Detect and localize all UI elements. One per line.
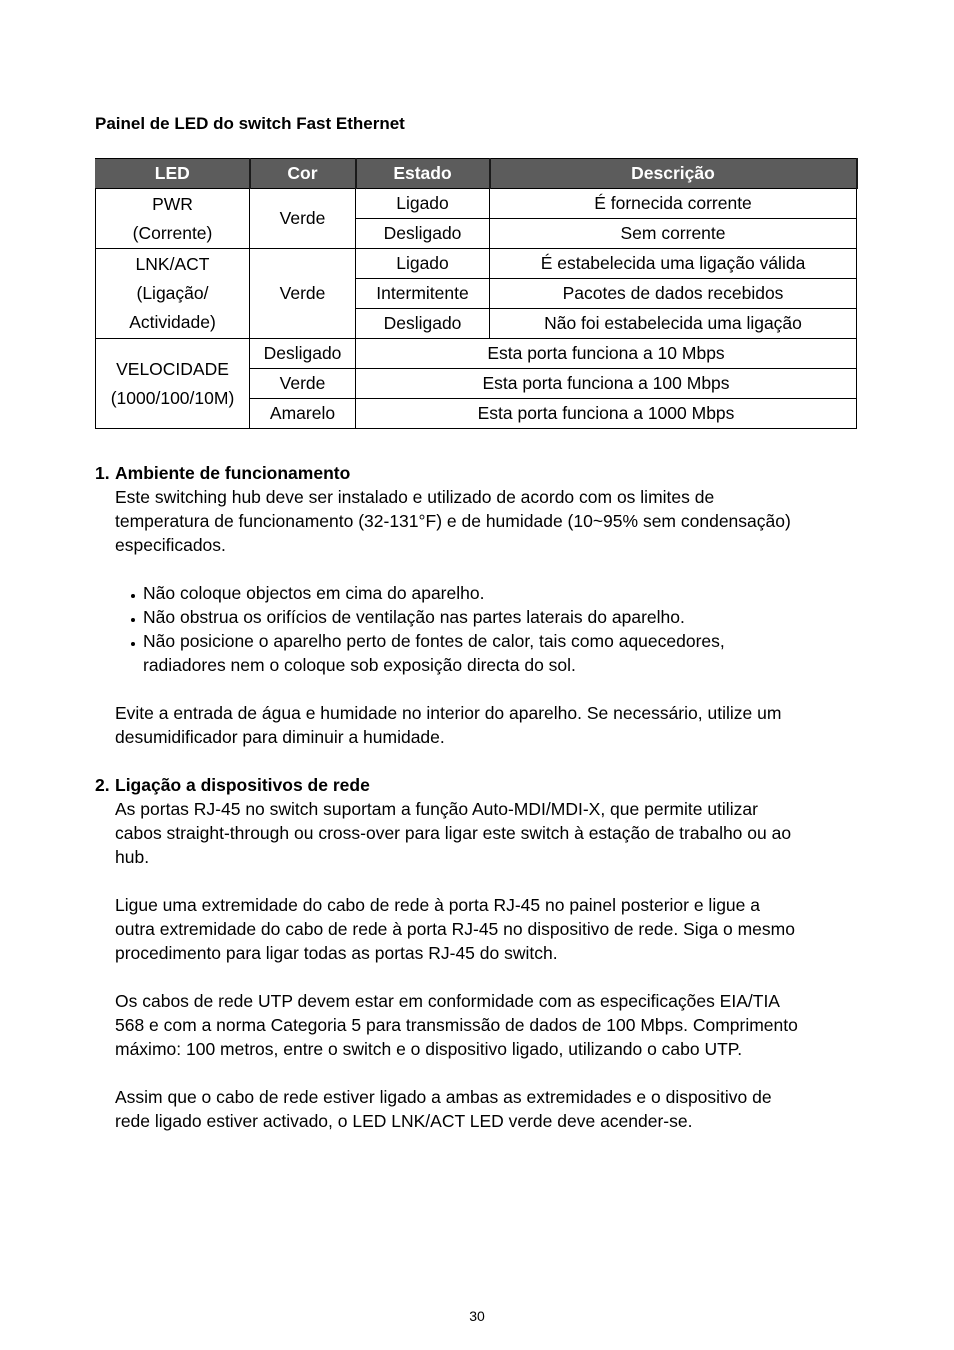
description-cell: Esta porta funciona a 100 Mbps xyxy=(356,369,857,399)
led-lnk-color: Verde xyxy=(250,249,356,339)
section-title: Ambiente de funcionamento xyxy=(115,463,351,483)
section-heading xyxy=(95,773,865,797)
state-cell: Desligado xyxy=(356,309,490,339)
table-header-row xyxy=(96,159,857,189)
bullet-icon xyxy=(131,642,135,646)
led-speed-name: VELOCIDADE xyxy=(116,358,229,379)
description-cell: Esta porta funciona a 1000 Mbps xyxy=(356,399,857,429)
list-item: Não obstrua os orifícios de ventilação nas partes laterais do aparelho. xyxy=(124,605,865,629)
closing-paragraph xyxy=(95,701,865,749)
paragraph: As portas RJ-45 no switch suportam a função Auto-MDI/MDI-X, que permite utilizar cabos straight-through ou cross-over para ligar este switch à estação de trabalho ou ao hub. xyxy=(115,799,792,867)
bullet-icon xyxy=(131,618,135,622)
description-cell: É estabelecida uma ligação válida xyxy=(490,249,857,279)
section-title: Ligação a dispositivos de rede xyxy=(115,775,370,795)
color-cell: Amarelo xyxy=(250,399,356,429)
description-cell: Esta porta funciona a 10 Mbps xyxy=(356,339,857,369)
header-state: Estado xyxy=(356,159,490,189)
color-cell: Verde xyxy=(250,369,356,399)
section-number: 1. xyxy=(95,463,110,483)
paragraph-line: temperatura de funcionamento (32-131°F) e de humidade (10~95% sem condensação) xyxy=(115,511,791,531)
table-row xyxy=(96,339,857,369)
description-cell: Sem corrente xyxy=(490,219,857,249)
table-row xyxy=(96,249,857,279)
paragraph-line: Este switching hub deve ser instalado e utilizado de acordo com os limites de xyxy=(115,487,715,507)
paragraph: Assim que o cabo de rede estiver ligado a ambas as extremidades e o dispositivo de rede ligado estiver activado, o LED LNK/ACT LED verde deve acender-se. xyxy=(115,1087,772,1131)
section-body xyxy=(95,797,865,1133)
led-pwr-cell xyxy=(96,189,250,249)
section-heading xyxy=(95,461,865,485)
led-pwr-subname: (Corrente) xyxy=(132,222,213,243)
list-item: Não coloque objectos em cima do aparelho. xyxy=(124,581,865,605)
page-number: 30 xyxy=(469,1308,485,1324)
description-cell: É fornecida corrente xyxy=(490,189,857,219)
led-lnk-subname-1: (Ligação/ xyxy=(136,283,209,303)
paragraph-line: Evite a entrada de água e humidade no interior do aparelho. Se necessário, utilize um xyxy=(115,703,782,723)
section-body xyxy=(95,485,865,557)
led-pwr-color: Verde xyxy=(250,189,356,249)
led-lnk-cell xyxy=(96,249,250,339)
list-item: Não posicione o aparelho perto de fontes de calor, tais como aquecedores, radiadores nem o coloque sob exposição directa do sol. xyxy=(124,629,865,677)
led-panel-table xyxy=(95,158,858,429)
header-description: Descrição xyxy=(490,159,857,189)
state-cell: Intermitente xyxy=(356,279,490,309)
state-cell: Ligado xyxy=(356,249,490,279)
section-operating-environment xyxy=(95,461,865,749)
bullet-list xyxy=(95,581,865,677)
description-cell: Pacotes de dados recebidos xyxy=(490,279,857,309)
header-color: Cor xyxy=(250,159,356,189)
led-lnk-subname-2: Actividade) xyxy=(129,312,216,332)
paragraph: Ligue uma extremidade do cabo de rede à porta RJ-45 no painel posterior e ligue a outra extremidade do cabo de rede à porta RJ-45 no dispositivo de rede. Siga o mesmo procedimento para ligar todas as portas RJ-45 do switch. xyxy=(115,895,795,963)
table-title: Painel de LED do switch Fast Ethernet xyxy=(95,114,405,133)
bullet-icon xyxy=(131,594,135,598)
section-number: 2. xyxy=(95,775,110,795)
led-lnk-name: LNK/ACT xyxy=(135,254,210,274)
paragraph-line: especificados. xyxy=(115,535,226,555)
led-speed-cell xyxy=(96,339,250,429)
state-cell: Desligado xyxy=(356,219,490,249)
led-speed-subname: (1000/100/10M) xyxy=(110,387,235,408)
led-pwr-name: PWR xyxy=(152,193,193,214)
description-cell: Não foi estabelecida uma ligação xyxy=(490,309,857,339)
table-row xyxy=(96,189,857,219)
state-cell: Ligado xyxy=(356,189,490,219)
header-led: LED xyxy=(96,159,250,189)
paragraph: Os cabos de rede UTP devem estar em conformidade com as especificações EIA/TIA 568 e com a norma Categoria 5 para transmissão de dados de 100 Mbps. Comprimento máximo: 100 metros, entre o switch e o dispositivo ligado, utilizando o cabo UTP. xyxy=(115,991,798,1059)
color-cell: Desligado xyxy=(250,339,356,369)
paragraph-line: desumidificador para diminuir a humidade. xyxy=(115,727,445,747)
section-network-connection xyxy=(95,773,865,1133)
